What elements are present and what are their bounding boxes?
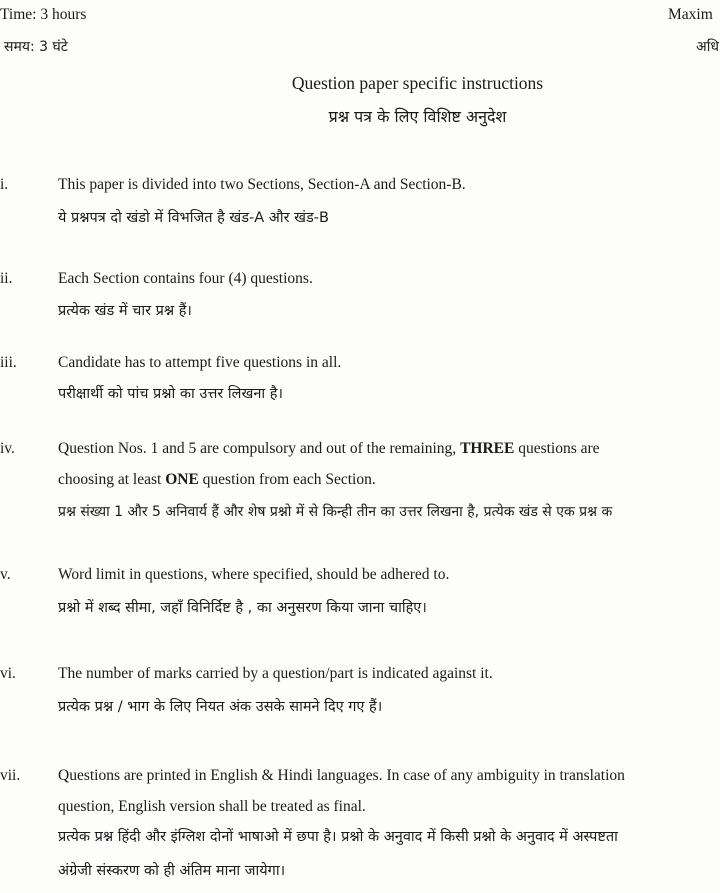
item-number: i. — [0, 176, 9, 193]
page-title-hindi: प्रश्न पत्र के लिए विशिष्ट अनुदेश — [328, 107, 507, 126]
item-number: vi. — [0, 665, 16, 682]
item-number: vii. — [0, 767, 21, 784]
text-run: Question Nos. 1 and 5 are compulsory and out of the remaining, — [58, 440, 461, 457]
item-text-hi: प्रश्न संख्या 1 और 5 अनिवार्य हैं और शेष प्रश्नो में से किन्ही तीन का उत्तर लिखना है, प्रत्येक खंड से एक प्रश्न क — [58, 504, 613, 520]
item-number: v. — [0, 566, 11, 583]
item-text-en: The number of marks carried by a question/part is indicated against it. — [58, 665, 493, 682]
item-text-hi-line-1: प्रत्येक प्रश्न हिंदी और इंग्लिश दोनों भाषाओ में छपा है। प्रश्नो के अनुवाद में किसी प्रश्नो के अनुवाद में अस्पष्टता — [58, 829, 618, 845]
item-text-en: Each Section contains four (4) questions. — [58, 270, 313, 287]
item-text-hi: प्रत्येक खंड में चार प्रश्न हैं। — [58, 303, 192, 319]
item-text-hi: ये प्रश्नपत्र दो खंडो में विभजित है खंड-A और खंड-B — [58, 210, 329, 226]
item-text-en: Word limit in questions, where specified, should be adhered to. — [58, 566, 450, 583]
emphasis-one: ONE — [165, 471, 199, 488]
time-allowed-en: Time: 3 hours — [0, 6, 87, 23]
page-title: Question paper specific instructions — [291, 73, 544, 93]
item-text-en-line-1 — [58, 440, 600, 458]
text-run: choosing at least — [58, 471, 166, 488]
item-text-en: This paper is divided into two Sections, Section-A and Section-B. — [58, 176, 466, 193]
item-text-hi: प्रत्येक प्रश्न / भाग के लिए नियत अंक उसके सामने दिए गए हैं। — [58, 699, 383, 715]
emphasis-three: THREE — [460, 440, 515, 457]
time-allowed-hi: समय: 3 घंटे — [4, 39, 68, 55]
item-text-hi: प्रश्नो में शब्द सीमा, जहाँ विनिर्दिष्ट है , का अनुसरण किया जाना चाहिए। — [58, 600, 427, 616]
item-text-hi-line-2: अंग्रेजी संस्करण को ही अंतिम माना जायेगा। — [58, 863, 286, 879]
item-text-en-line-2 — [58, 471, 376, 489]
item-number: ii. — [0, 270, 13, 287]
item-text-hi: परीक्षार्थी को पांच प्रश्नो का उत्तर लिखना है। — [58, 386, 283, 402]
item-text-en-line-1: Questions are printed in English & Hindi languages. In case of any ambiguity in translation — [58, 767, 625, 784]
max-marks-en: Maxim — [668, 6, 713, 23]
item-text-en-line-2: question, English version shall be treated as final. — [58, 798, 366, 815]
text-run: questions are — [514, 440, 600, 457]
item-text-en: Candidate has to attempt five questions in all. — [58, 354, 342, 371]
max-marks-hi: अधि — [696, 39, 719, 55]
item-number: iii. — [0, 354, 17, 371]
item-number: iv. — [0, 440, 15, 457]
text-run: question from each Section. — [198, 471, 376, 488]
